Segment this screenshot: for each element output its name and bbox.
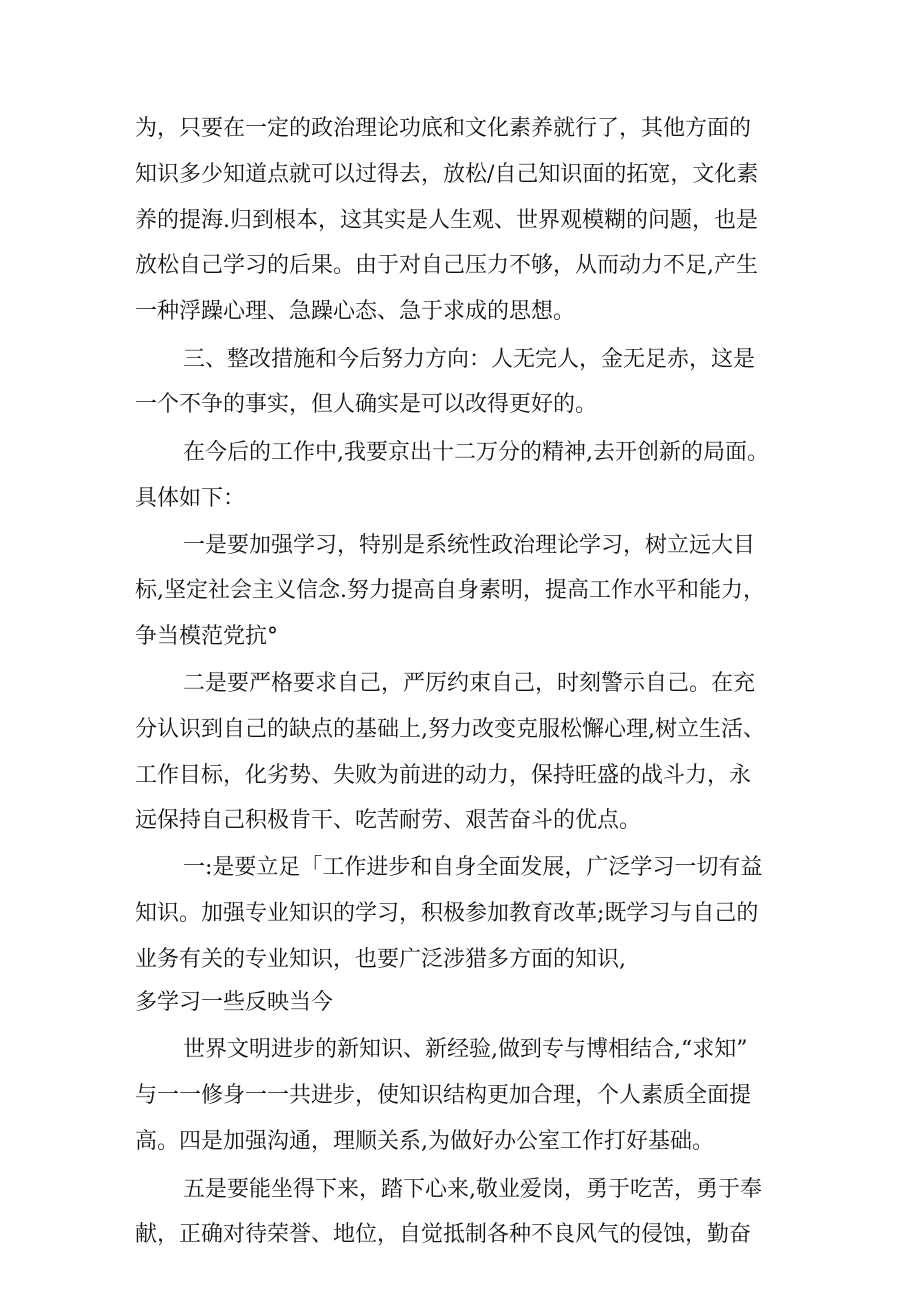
text-line: 高。四是加强沟通，理顺关系,为做好办公室工作打好基础。 [135, 1129, 714, 1154]
text-line: 分认识到自己的缺点的基础上,努力改变克服松懈心理,树立生活、 [135, 717, 765, 742]
text-line: 为，只要在一定的政治理论功底和文化素养就行了，其他方面的 [135, 116, 752, 141]
text-line: 一:是要立足「工作进步和自身全面发展，广泛学习一切有益 [183, 855, 763, 880]
text-line: 一个不争的事实，但人确实是可以改得更好的。 [135, 392, 598, 417]
text-line: 二是要严格要求自己，严厉约束自己，时刻警示自己。在充 [183, 671, 756, 696]
text-line: 一种浮躁心理、急躁心态、急于求成的思想。 [135, 299, 576, 324]
text-line: 业务有关的专业知识，也要广泛涉猎多方面的知识, [135, 947, 626, 972]
text-line: 三、整改措施和今后努力方向：人无完人，金无足赤，这是 [183, 347, 756, 372]
text-line: 知识。加强专业知识的学习，积极参加教育改革;既学习与自己的 [135, 901, 759, 926]
text-line: 争当模范党抗° [135, 624, 279, 649]
text-line: 献，正确对待荣誉、地位，自觉抵制各种不良风气的侵蚀，勤奋 [135, 1222, 752, 1247]
text-line: 工作目标，化劣势、失败为前进的动力，保持旺盛的战斗力，永 [135, 763, 752, 788]
text-line: 养的提海.归到根本，这其实是人生观、世界观模糊的问题，也是 [135, 208, 758, 233]
text-line: 多学习一些反映当今 [135, 990, 334, 1015]
text-line: 与一一修身一一共进步，使知识结构更加合理，个人素质全面提 [135, 1083, 752, 1108]
text-line: 在今后的工作中,我要京出十二万分的精神,去开创新的局面。 [183, 440, 769, 465]
text-line: 标,坚定社会主义信念.努力提高自身素明，提高工作水平和能力， [135, 578, 765, 603]
text-line: 远保持自己积极肯干、吃苦耐劳、艰苦奋斗的优点。 [135, 808, 642, 833]
text-line: 知识多少知道点就可以过得去，放松/自己知识面的拓宽，文化素 [135, 162, 759, 187]
text-line: 五是要能坐得下来，踏下心来,敬业爱岗，勇于吃苦，勇于奉 [183, 1177, 762, 1202]
text-line: 一是要加强学习，特别是系统性政治理论学习，树立远大目 [183, 533, 756, 558]
text-line: 放松自己学习的后果。由于对自己压力不够，从而动力不足,产生 [135, 253, 758, 278]
text-line: 世界文明进步的新知识、新经验,做到专与博相结合,“求知” [183, 1037, 748, 1062]
text-line: 具体如下： [135, 486, 246, 511]
